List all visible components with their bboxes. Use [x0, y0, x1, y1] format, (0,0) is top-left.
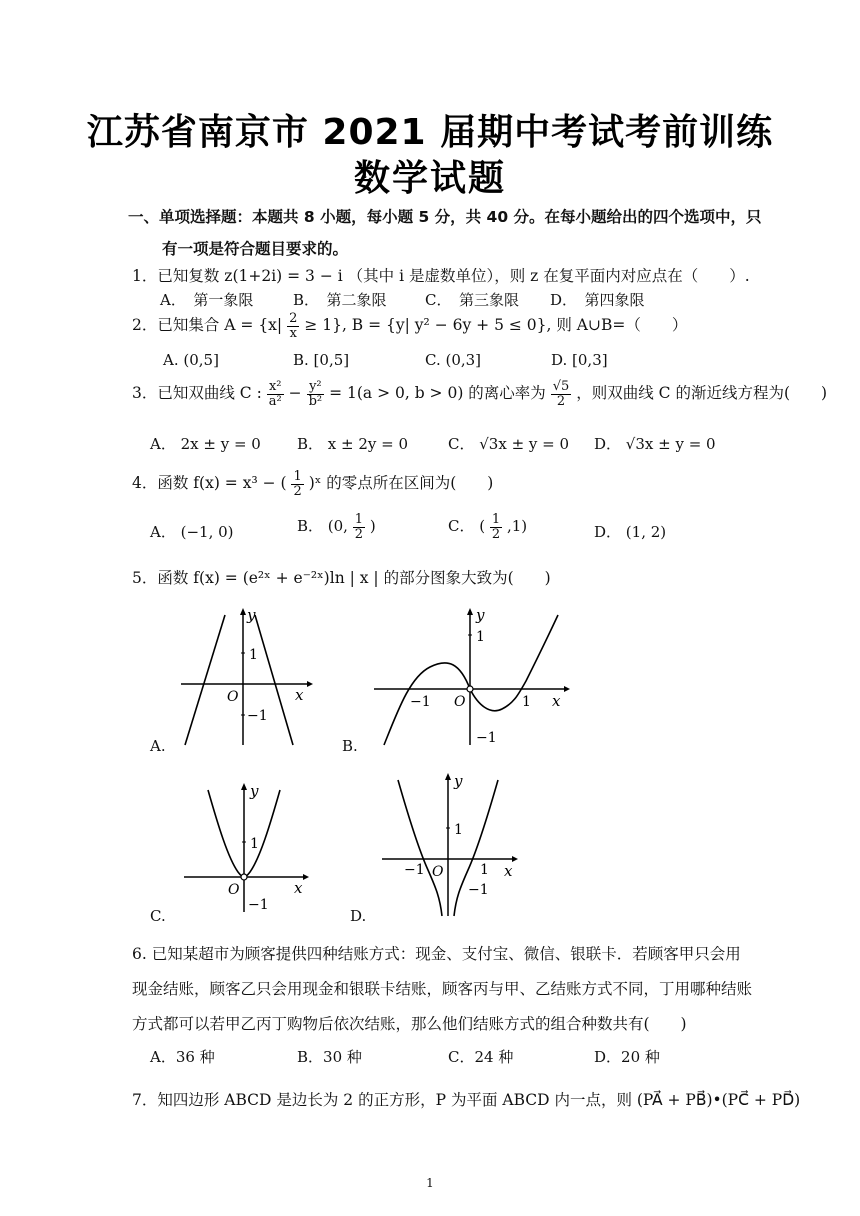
- graph-b-origin-label: O: [454, 694, 466, 710]
- graph-c-neg-one-label: −1: [248, 897, 269, 913]
- q2-stem: [132, 312, 687, 340]
- q4-option-c-num: 1: [491, 512, 501, 527]
- q6-option-a: A．36 种: [150, 1048, 215, 1066]
- q3-option-d: D． √3x ± y = 0: [594, 435, 716, 453]
- q3-stem: [132, 380, 827, 408]
- q3-fraction-e-den: 2: [556, 393, 566, 409]
- graph-a-y-label: y: [247, 606, 256, 624]
- q4-fraction-num: 1: [293, 469, 302, 484]
- q3-option-a: A． 2x ± y = 0: [150, 435, 261, 453]
- graph-b-one-label: 1: [476, 629, 485, 645]
- q3-fraction-e: [551, 380, 572, 408]
- q1-stem: 1．已知复数 z(1+2i) = 3 − i （其中 i 是虚数单位），则 z 在复平面内对应点在（ ）.: [132, 267, 750, 285]
- graph-a-neg-one-label: −1: [247, 708, 268, 724]
- q6-line1: 6. 已知某超市为顾客提供四种结账方式：现金、支付宝、微信、银联卡．若顾客甲只会用: [132, 945, 741, 963]
- q4-option-b-fraction: [353, 513, 365, 541]
- graph-d-x-label: x: [504, 862, 513, 880]
- graph-a-origin-label: O: [227, 689, 239, 705]
- graph-a-left-line: [185, 615, 225, 745]
- graph-c-label: C.: [150, 907, 166, 925]
- graph-c: [178, 780, 313, 915]
- q4-option-b-prefix: B． (0,: [297, 517, 348, 536]
- q2-option-d: D. [0,3]: [551, 351, 608, 369]
- graph-a-label: A.: [150, 737, 166, 755]
- section-heading-line2: 有一项是符合题目要求的。: [162, 240, 349, 258]
- q3-fraction-e-num: √5: [552, 379, 570, 394]
- q1-option-b: B． 第二象限: [293, 291, 387, 309]
- q6-option-d: D．20 种: [594, 1048, 660, 1066]
- graph-d-left-curve: [398, 780, 442, 916]
- graph-d-y-label: y: [454, 772, 463, 790]
- graph-c-x-label: x: [294, 879, 303, 897]
- q3-fraction-x: [267, 380, 284, 408]
- q5-stem: 5．函数 f(x) = (e²ˣ + e⁻²ˣ)ln | x | 的部分图象大致为( ): [132, 569, 551, 587]
- graph-d-one-x-label: 1: [480, 862, 489, 878]
- graph-b: [368, 605, 573, 750]
- graph-d-origin-label: O: [432, 864, 444, 880]
- q3-fraction-x-den: a²: [268, 393, 282, 409]
- q4-stem-suffix: )ˣ 的零点所在区间为( ): [308, 474, 494, 493]
- q4-fraction-den: 2: [293, 483, 302, 499]
- q6-line3: 方式都可以若甲乙丙丁购物后依次结账，那么他们结账方式的组合种数共有( ): [132, 1015, 687, 1033]
- q6-option-c: C．24 种: [448, 1048, 514, 1066]
- q2-option-b: B. [0,5]: [293, 351, 350, 369]
- q6-option-b: B．30 种: [297, 1048, 362, 1066]
- q4-stem: [132, 470, 493, 498]
- graph-b-hole: [467, 686, 473, 692]
- q4-option-b-suffix: ): [369, 517, 376, 536]
- graph-c-hole: [241, 874, 247, 880]
- q3-option-c: C． √3x ± y = 0: [448, 435, 570, 453]
- q4-option-a: A． (−1, 0): [150, 523, 234, 541]
- q2-stem-suffix: ≥ 1}, B = {y| y² − 6y + 5 ≤ 0}, 则 A∪B=（ ）: [304, 316, 688, 335]
- q2-option-c: C. (0,3]: [425, 351, 482, 369]
- graph-c-right-curve: [244, 790, 280, 877]
- q1-option-d: D． 第四象限: [550, 291, 645, 309]
- graph-d-neg-one-label: −1: [468, 882, 489, 898]
- q3-fraction-x-num: x²: [267, 380, 284, 395]
- graph-a-right-line: [255, 615, 293, 745]
- q3-stem-suffix: ，则双曲线 C 的渐近线方程为( ): [576, 384, 828, 403]
- graph-b-y-label: y: [476, 606, 485, 624]
- graph-c-left-curve: [208, 790, 244, 877]
- q2-fraction: [287, 312, 299, 340]
- graph-b-neg-one-x-label: −1: [410, 694, 431, 710]
- q3-fraction-y-den: b²: [308, 393, 323, 409]
- q2-stem-prefix: 2．已知集合 A = {x|: [132, 316, 283, 335]
- q1-option-c: C． 第三象限: [425, 291, 519, 309]
- graph-c-origin-label: O: [228, 882, 240, 898]
- q4-option-c: [448, 513, 527, 541]
- q4-option-b: [297, 513, 376, 541]
- graph-c-one-label: 1: [250, 836, 259, 852]
- q1-option-a: A． 第一象限: [160, 291, 254, 309]
- q4-fraction: [291, 470, 303, 498]
- q4-option-b-num: 1: [354, 512, 364, 527]
- graph-a-x-label: x: [295, 686, 304, 704]
- graph-b-neg-one-label: −1: [476, 730, 497, 746]
- q3-fraction-y: [307, 380, 325, 408]
- graph-d-label: D.: [350, 907, 367, 925]
- q4-option-c-den: 2: [491, 526, 501, 542]
- graph-d: [378, 770, 523, 920]
- section-heading-line1: 一、单项选择题：本题共 8 小题，每小题 5 分，共 40 分。在每小题给出的四个选项中，只: [128, 208, 762, 226]
- q3-fraction-y-num: y²: [307, 380, 325, 395]
- graph-a: [175, 605, 315, 750]
- q6-line2: 现金结账，顾客乙只会用现金和银联卡结账，顾客丙与甲、乙结账方式不同，丁用哪种结账: [132, 980, 753, 998]
- q4-option-d: D． (1, 2): [594, 523, 667, 541]
- q3-stem-mid: = 1(a > 0, b > 0) 的离心率为: [329, 384, 546, 403]
- q4-stem-prefix: 4．函数 f(x) = x³ − (: [132, 474, 287, 493]
- q4-option-c-suffix: ,1): [506, 517, 528, 536]
- graph-d-one-label: 1: [454, 822, 463, 838]
- graph-b-x-label: x: [552, 692, 561, 710]
- page-number: 1: [426, 1176, 434, 1190]
- graph-c-y-label: y: [250, 782, 259, 800]
- q7-stem: 7．知四边形 ABCD 是边长为 2 的正方形，P 为平面 ABCD 内一点，则 (PA⃗ + PB⃗)•(PC⃗ + PD⃗): [132, 1091, 801, 1109]
- q4-option-b-den: 2: [354, 526, 364, 542]
- q2-fraction-num: 2: [289, 311, 298, 326]
- graph-d-neg-one-x-label: −1: [404, 862, 425, 878]
- q2-fraction-den: x: [289, 325, 297, 341]
- q4-option-c-prefix: C． (: [448, 517, 486, 536]
- graph-b-one-x-label: 1: [522, 694, 531, 710]
- graph-a-one-label: 1: [249, 647, 258, 663]
- q3-option-b: B． x ± 2y = 0: [297, 435, 409, 453]
- q3-stem-prefix: 3．已知双曲线 C :: [132, 384, 262, 403]
- q4-option-c-fraction: [490, 513, 502, 541]
- graph-b-label: B.: [342, 737, 358, 755]
- exam-title-line1: 江苏省南京市 2021 届期中考试考前训练: [86, 112, 774, 153]
- q3-minus: −: [288, 384, 302, 403]
- exam-title-line2: 数学试题: [353, 158, 506, 199]
- q2-option-a: A. (0,5]: [163, 351, 219, 369]
